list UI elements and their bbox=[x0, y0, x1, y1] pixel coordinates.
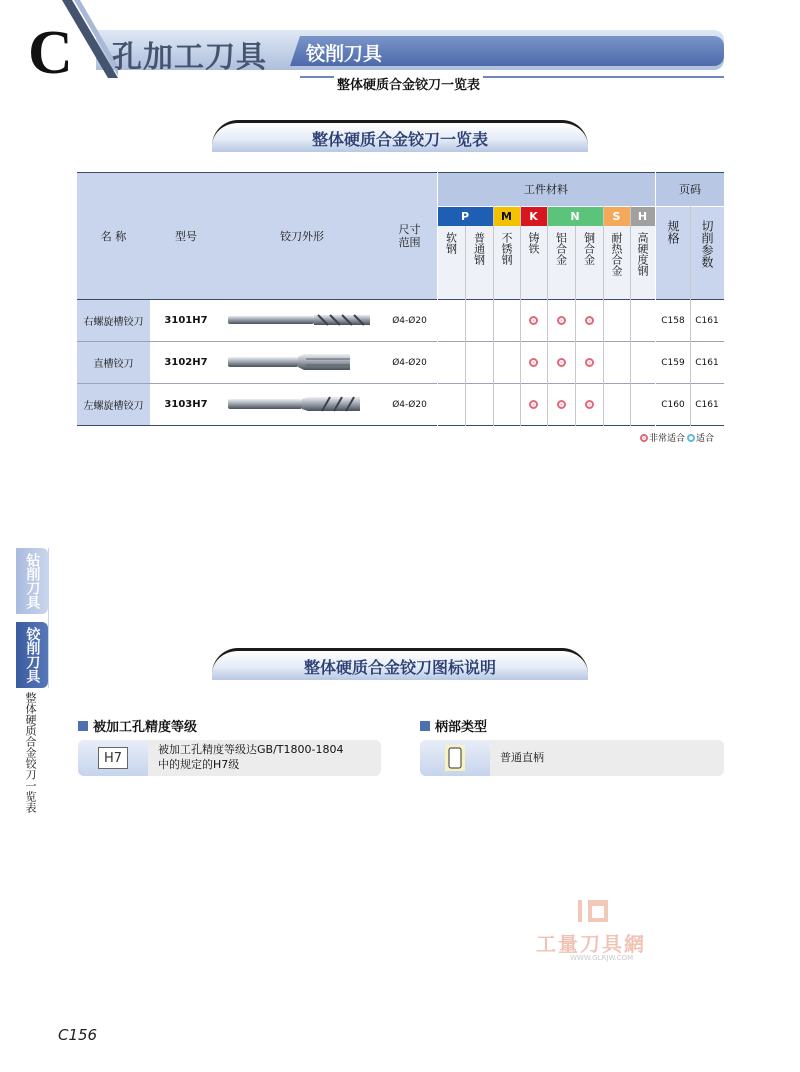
table-row-params: C161 bbox=[695, 399, 719, 410]
material-label-cell bbox=[603, 232, 630, 276]
material-label-cell bbox=[547, 232, 575, 265]
header-model: 型号 bbox=[175, 230, 197, 243]
table-row-spec: C159 bbox=[661, 357, 685, 368]
material-label-cell bbox=[630, 232, 655, 276]
side-section-label-wrap bbox=[25, 692, 36, 817]
very-suitable-mark bbox=[585, 400, 594, 409]
column-divider bbox=[630, 206, 631, 426]
table-row-params: C161 bbox=[695, 315, 719, 326]
table-row-model: 3102H7 bbox=[164, 357, 208, 368]
table-row-name: 右螺旋槽铰刀 bbox=[77, 300, 150, 341]
table-row-name: 直槽铰刀 bbox=[77, 342, 150, 383]
header-spec: 规格 bbox=[666, 220, 680, 244]
column-divider bbox=[437, 172, 438, 426]
precision-heading bbox=[78, 716, 197, 735]
material-label-cell bbox=[465, 232, 493, 265]
straight-shank-icon bbox=[420, 740, 490, 776]
material-n-cell bbox=[547, 206, 603, 226]
material-label-cell bbox=[575, 232, 603, 265]
very-suitable-legend: 非常适合 bbox=[649, 434, 686, 444]
header-name: 名 称 bbox=[100, 230, 127, 243]
page-number: C156 bbox=[58, 1026, 98, 1044]
very-suitable-mark bbox=[557, 400, 566, 409]
column-divider bbox=[493, 206, 494, 426]
section-title-tab bbox=[212, 648, 588, 680]
material-s-cell bbox=[603, 206, 630, 226]
table-row-model: 3103H7 bbox=[164, 399, 208, 410]
side-tab-reaming[interactable] bbox=[16, 622, 48, 688]
material-k-letter: K bbox=[527, 209, 541, 223]
header-page: 页码 bbox=[679, 183, 701, 196]
table-legend bbox=[640, 431, 714, 444]
bullet-square-icon bbox=[78, 721, 88, 731]
table-row-size: Ø4-Ø20 bbox=[392, 357, 427, 368]
material-label: 高硬度钢 bbox=[636, 232, 649, 276]
suitable-legend: 适合 bbox=[696, 434, 715, 444]
table-row-spec: C158 bbox=[661, 315, 685, 326]
suitable-legend-icon bbox=[687, 434, 695, 442]
material-n-letter: N bbox=[570, 209, 580, 223]
page-subtitle: 铰削刀具 bbox=[306, 43, 383, 65]
material-s-letter: S bbox=[612, 209, 621, 223]
material-h-cell bbox=[630, 206, 655, 226]
very-suitable-mark bbox=[585, 358, 594, 367]
shank-heading-text: 柄部类型 bbox=[435, 720, 488, 735]
material-label: 耐热合金 bbox=[610, 232, 623, 276]
chapter-letter: C bbox=[28, 19, 73, 87]
table-row-model: 3101H7 bbox=[164, 315, 208, 326]
header-divider bbox=[437, 206, 724, 207]
precision-desc-line: 被加工孔精度等级达GB/T1800-1804 bbox=[158, 743, 344, 757]
side-divider bbox=[48, 548, 49, 688]
side-tab-drilling[interactable] bbox=[16, 548, 48, 614]
header-params: 切削参数 bbox=[700, 220, 714, 268]
straight-flute-reamer-image bbox=[228, 353, 350, 371]
table-row-name: 左螺旋槽铰刀 bbox=[77, 384, 150, 425]
watermark-logo bbox=[534, 896, 674, 966]
material-label-cell bbox=[520, 232, 547, 254]
table-top-line bbox=[77, 172, 724, 173]
section-title-tab bbox=[212, 120, 588, 152]
material-p-letter: P bbox=[458, 209, 472, 223]
material-label-cell bbox=[493, 232, 520, 265]
left-spiral-reamer-image bbox=[228, 396, 360, 412]
material-m-cell bbox=[493, 206, 520, 226]
section-title: 整体硬质合金铰刀图标说明 bbox=[303, 658, 496, 677]
table-row-size: Ø4-Ø20 bbox=[392, 399, 427, 410]
material-label: 软钢 bbox=[444, 232, 458, 254]
very-suitable-mark bbox=[585, 316, 594, 325]
material-label: 铝合金 bbox=[554, 232, 568, 265]
right-spiral-reamer-image bbox=[228, 314, 370, 326]
material-label: 不锈钢 bbox=[500, 232, 513, 265]
h7-icon bbox=[78, 740, 148, 776]
header-caption: 整体硬质合金铰刀一览表 bbox=[334, 74, 483, 93]
precision-desc bbox=[158, 740, 343, 776]
material-label: 铜合金 bbox=[582, 232, 596, 265]
page-title: 孔加工刀具 bbox=[112, 40, 267, 75]
spec-header-cell bbox=[656, 220, 690, 244]
side-tab-drilling-label: 钻削刀具 bbox=[24, 553, 41, 609]
material-m-letter: M bbox=[501, 209, 512, 223]
very-suitable-legend-icon bbox=[640, 434, 648, 442]
material-h-letter: H bbox=[637, 209, 648, 223]
shank-desc: 普通直柄 bbox=[500, 750, 544, 764]
column-divider bbox=[547, 206, 548, 426]
watermark-text: 工量刀具網 bbox=[536, 932, 646, 956]
side-tab-reaming-label: 铰削刀具 bbox=[24, 627, 41, 683]
section-title: 整体硬质合金铰刀一览表 bbox=[311, 130, 488, 149]
side-section-label: 整体硬质合金铰刀一览表 bbox=[24, 692, 37, 813]
table-row-params: C161 bbox=[695, 357, 719, 368]
material-k-cell bbox=[520, 206, 547, 226]
header-material: 工件材料 bbox=[524, 183, 568, 196]
shank-legend-box bbox=[420, 740, 724, 776]
column-divider bbox=[603, 206, 604, 426]
material-label: 铸铁 bbox=[527, 232, 540, 254]
material-p-cell bbox=[437, 206, 493, 226]
table-row-spec: C160 bbox=[661, 399, 685, 410]
h7-icon-text: H7 bbox=[98, 747, 128, 769]
precision-heading-text: 被加工孔精度等级 bbox=[93, 720, 198, 735]
straight-shank-shape bbox=[443, 744, 467, 772]
table-row-size: Ø4-Ø20 bbox=[392, 315, 427, 326]
very-suitable-mark bbox=[557, 316, 566, 325]
header-size: 尺寸 范围 bbox=[398, 222, 421, 249]
shank-heading bbox=[420, 716, 487, 735]
precision-desc-line: 中的规定的H7级 bbox=[158, 758, 240, 771]
bullet-square-icon bbox=[420, 721, 430, 731]
material-label: 普通钢 bbox=[472, 232, 486, 265]
column-divider bbox=[520, 206, 521, 426]
table-bottom-line bbox=[77, 425, 724, 426]
very-suitable-mark bbox=[529, 358, 538, 367]
very-suitable-mark bbox=[529, 400, 538, 409]
material-label-cell bbox=[437, 232, 465, 254]
params-header-cell bbox=[690, 220, 724, 268]
header-shape: 铰刀外形 bbox=[280, 230, 324, 243]
very-suitable-mark bbox=[557, 358, 566, 367]
column-divider bbox=[465, 226, 466, 426]
watermark-url: WWW.GLRJW.COM bbox=[570, 954, 634, 962]
precision-legend-box bbox=[78, 740, 381, 776]
column-divider bbox=[575, 226, 576, 426]
watermark-emblem bbox=[534, 896, 674, 928]
very-suitable-mark bbox=[529, 316, 538, 325]
